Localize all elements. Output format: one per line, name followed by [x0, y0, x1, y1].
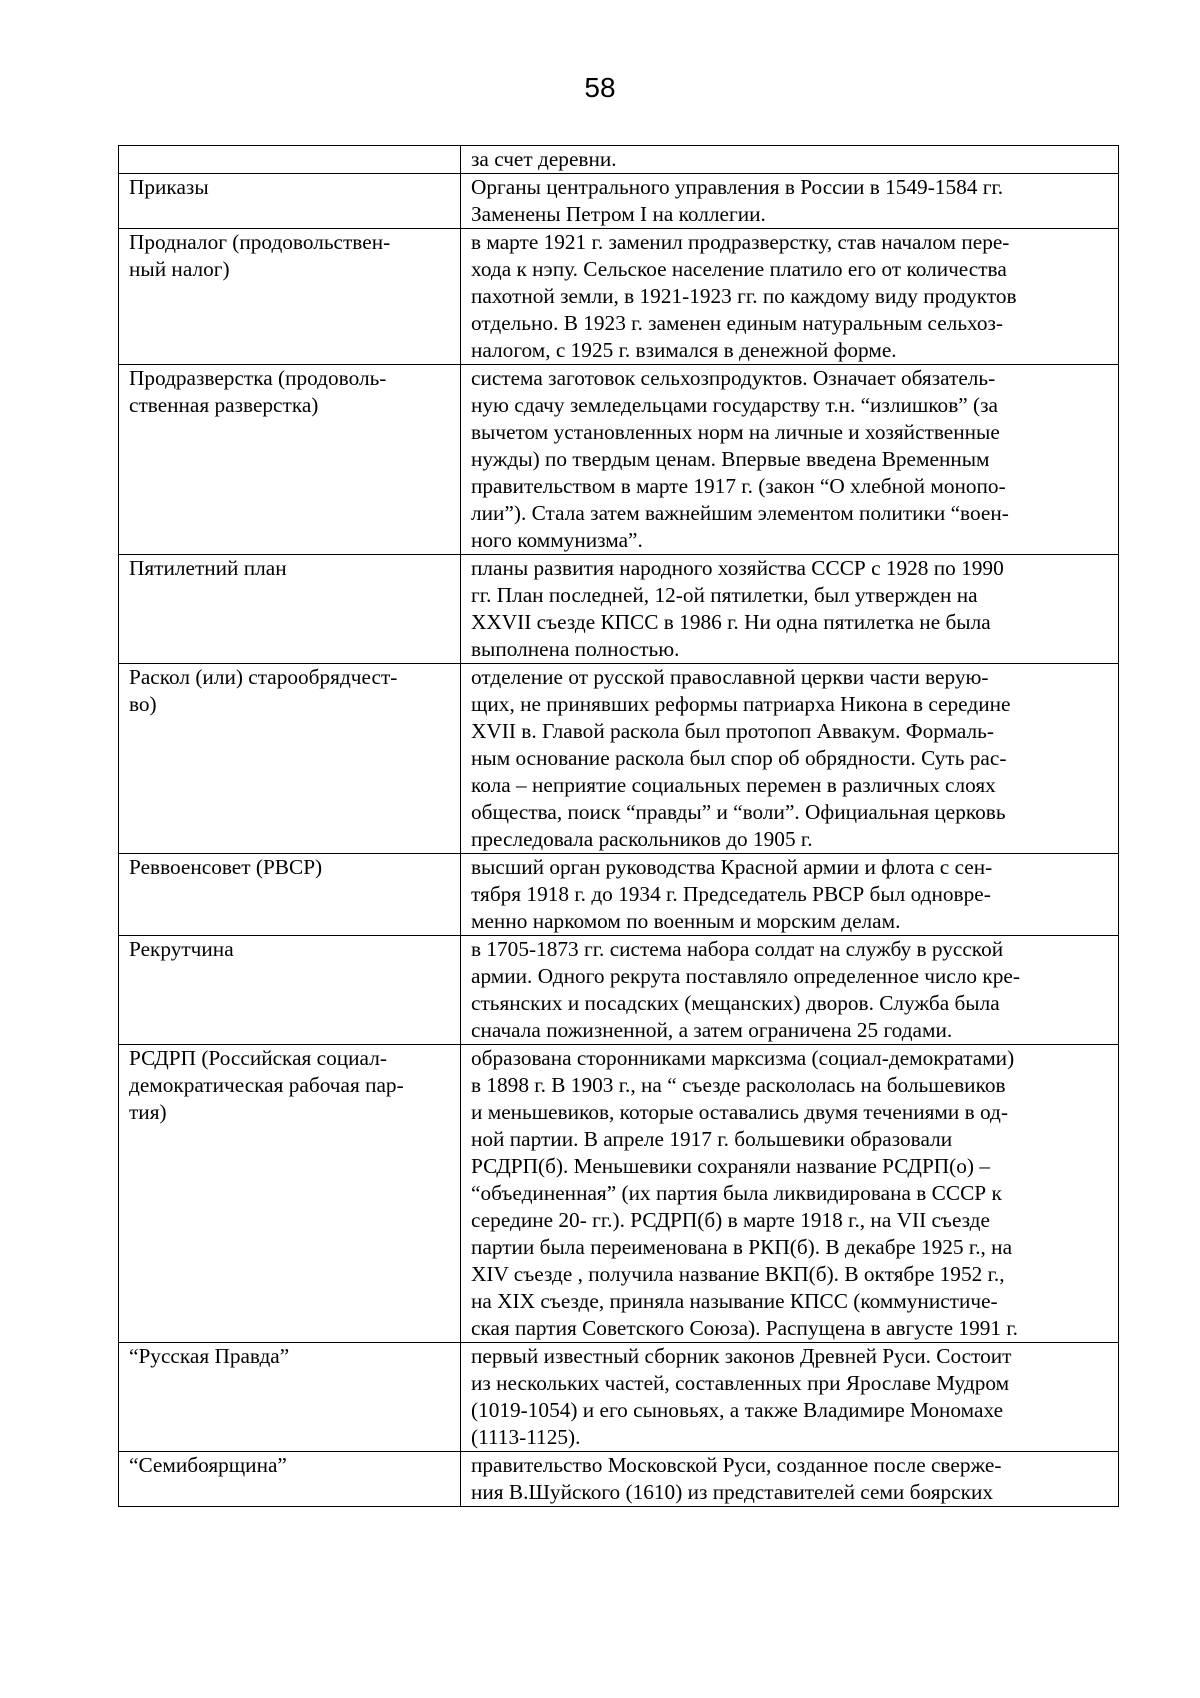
- term-cell: Рекрутчина: [119, 936, 461, 1045]
- definition-cell: отделение от русской православной церкви части верую- щих, не принявших реформы патриарха Никона в середине XVII в. Главой раскола был протопоп Аввакум. Формаль- ным основание раскола был спор об обрядности. Суть рас- кола – неприятие социальных перемен в различных слоях общества, поиск “правды” и “воли”. Официальная церковь преследовала раскольников до 1905 г.: [461, 664, 1119, 854]
- definition-cell: система заготовок сельхозпродуктов. Означает обязатель- ную сдачу земледельцами государству т.н. “излишков” (за вычетом установленных норм на личные и хозяйственные нужды) по твердым ценам. Впервые введена Временным правительством в марте 1917 г. (закон “О хлебной монопо- лии”). Стала затем важнейшим элементом политики “воен- ного коммунизма”.: [461, 365, 1119, 555]
- table-row: [119, 854, 1119, 936]
- page-number: 58: [584, 72, 616, 103]
- term-cell: Продналог (продовольствен- ный налог): [119, 229, 461, 365]
- term-cell: “Семибоярщина”: [119, 1452, 461, 1507]
- table-row: [119, 365, 1119, 555]
- table-row: [119, 555, 1119, 664]
- term-cell: Пятилетний план: [119, 555, 461, 664]
- definition-cell: в 1705-1873 гг. система набора солдат на службу в русской армии. Одного рекрута поставляло определенное число кре- стьянских и посадских (мещанских) дворов. Служба была сначала пожизненной, а затем ограничена 25 годами.: [461, 936, 1119, 1045]
- definition-cell: Органы центрального управления в России в 1549-1584 гг. Заменены Петром I на коллегии.: [461, 174, 1119, 229]
- table-row: [119, 936, 1119, 1045]
- definition-cell: образована сторонниками марксизма (социал-демократами) в 1898 г. В 1903 г., на “ съезде раскололась на большевиков и меньшевиков, которые оставались двумя течениями в од- ной партии. В апреле 1917 г. большевики образовали РСДРП(б). Меньшевики сохраняли название РСДРП(о) – “объединенная” (их партия была ликвидирована в СССР к середине 20- гг.). РСДРП(б) в марте 1918 г., на VII съезде партии была переименована в РКП(б). В декабре 1925 г., на XIV съезде , получила название ВКП(б). В октябре 1952 г., на XIX съезде, приняла называние КПСС (коммунистиче- ская партия Советского Союза). Распущена в августе 1991 г.: [461, 1045, 1119, 1343]
- definition-cell: в марте 1921 г. заменил продразверстку, став началом пере- хода к нэпу. Сельское население платило его от количества пахотной земли, в 1921-1923 гг. по каждому виду продуктов отдельно. В 1923 г. заменен единым натуральным сельхоз- налогом, с 1925 г. взимался в денежной форме.: [461, 229, 1119, 365]
- table-row: [119, 174, 1119, 229]
- definition-cell: первый известный сборник законов Древней Руси. Состоит из нескольких частей, составленных при Ярославе Мудром (1019-1054) и его сыновьях, а также Владимире Мономахе (1113-1125).: [461, 1343, 1119, 1452]
- table-row: [119, 1343, 1119, 1452]
- table-row: [119, 1045, 1119, 1343]
- definition-cell: правительство Московской Руси, созданное после сверже- ния В.Шуйского (1610) из представителей семи боярских: [461, 1452, 1119, 1507]
- table-row: [119, 664, 1119, 854]
- definition-cell: высший орган руководства Красной армии и флота с сен- тября 1918 г. до 1934 г. Председатель РВСР был одновре- менно наркомом по военным и морским делам.: [461, 854, 1119, 936]
- definition-cell: за счет деревни.: [461, 146, 1119, 174]
- definition-cell: планы развития народного хозяйства СССР с 1928 по 1990 гг. План последней, 12-ой пятилетки, был утвержден на XXVII съезде КПСС в 1986 г. Ни одна пятилетка не была выполнена полностью.: [461, 555, 1119, 664]
- table-row: [119, 229, 1119, 365]
- table-row: [119, 1452, 1119, 1507]
- term-cell: “Русская Правда”: [119, 1343, 461, 1452]
- term-cell: Приказы: [119, 174, 461, 229]
- table-row: [119, 146, 1119, 174]
- term-cell: Продразверстка (продоволь- ственная разверстка): [119, 365, 461, 555]
- term-cell: Реввоенсовет (РВСР): [119, 854, 461, 936]
- term-cell: [119, 146, 461, 174]
- term-cell: Раскол (или) старообрядчест- во): [119, 664, 461, 854]
- term-cell: РСДРП (Российская социал- демократическая рабочая пар- тия): [119, 1045, 461, 1343]
- glossary-table: [118, 145, 1119, 1507]
